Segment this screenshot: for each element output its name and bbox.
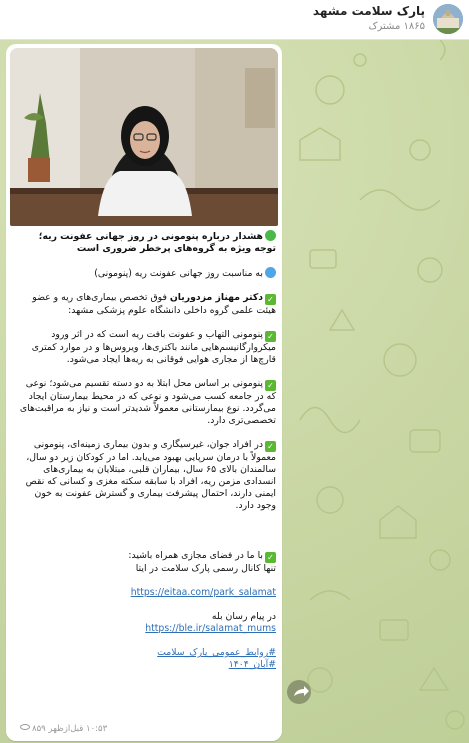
subscriber-count: ۱۸۶۵ مشترک [368, 21, 425, 32]
hashtag-aban[interactable]: #آبان_۱۴۰۴ [228, 659, 276, 670]
share-button[interactable] [287, 680, 311, 704]
post-text [14, 230, 276, 683]
eye-icon [20, 724, 30, 730]
eitaa-link-block [14, 587, 276, 599]
paragraph-risk-groups: ✓در افراد جوان، غیرسیگاری و بدون بیماری زمینه‌ای، پنومونی معمولاً با درمان سرپایی بهبود می‌یابد. اما در کودکان زیر دو سال، سالمندان بالای ۶۵ سال، بیماران قلبی، مبتلایان به بیماری‌های انسدادی مزمن ریه، افراد با سابقه سکته مغزی و کسانی که نقص ایمنی دارند، احتمال پیشرفت بیماری و گسترش عفونت به خون وجود دارد. [25, 439, 276, 511]
check-mark-icon: ✓ [265, 294, 276, 305]
view-count: ۸۵۹ [20, 724, 46, 734]
channel-avatar[interactable] [433, 4, 463, 34]
bale-link[interactable]: https://ble.ir/salamat_mums [145, 623, 276, 634]
check-mark-icon: ✓ [265, 552, 276, 563]
check-mark-icon: ✓ [265, 380, 276, 391]
avatar-image-icon [433, 4, 463, 34]
channel-title: پارک سلامت مشهد [312, 4, 425, 18]
globe-icon [265, 267, 276, 278]
occasion-line: به مناسبت روز جهانی عفونت ریه (پنومونی) [14, 267, 276, 280]
green-circle-icon [265, 230, 276, 241]
bale-section [14, 611, 276, 635]
paragraph-types: ✓پنومونی بر اساس محل ابتلا به دو دسته تقسیم می‌شود؛ نوعی که در جامعه کسب می‌شود و نوعی که در محیط بیمارستان ایجاد می‌گردد. نوع بیمارستانی معمولاً شدیدتر است و نیاز به مراقبت‌های تخصصی‌تری دارد. [19, 378, 276, 426]
message-meta [14, 724, 107, 736]
message-time: ۱۰:۵۳ قبل‌ازظهر [48, 724, 108, 734]
follow-section: ✓با ما در فضای مجازی همراه باشید: تنها کانال رسمی پارک سلامت در ایتا [14, 550, 276, 575]
doctor-intro: ✓دکتر مهناز مزدوریان فوق تخصص بیماری‌های ریه و عضو هیئت علمی گروه داخلی دانشگاه علوم پزشکی مشهد: [32, 292, 276, 316]
hashtags [14, 647, 276, 671]
bale-line: در پیام رسان بله [211, 611, 276, 622]
share-arrow-icon [287, 680, 311, 704]
check-mark-icon: ✓ [265, 331, 276, 342]
follow-channel-line: تنها کانال رسمی پارک سلامت در ایتا [135, 563, 276, 574]
eitaa-link[interactable]: https://eitaa.com/park_salamat [130, 587, 276, 598]
post-title: هشدار درباره پنومونی در روز جهانی عفونت ریه؛ توجه ویژه به گروه‌های پرخطر ضروری است [38, 231, 276, 254]
paragraph-definition: ✓پنومونی التهاب و عفونت بافت ریه است که در اثر ورود میکروارگانیسم‌هایی مانند باکتری‌ها، ویروس‌ها و در موارد کمتری قارچ‌ها از مجاری هوایی فوقانی به ریه‌ها ایجاد می‌شود. [31, 329, 276, 365]
check-mark-icon: ✓ [265, 441, 276, 452]
message-bubble[interactable] [6, 44, 282, 741]
hashtag-public-relations[interactable]: #روابط_عمومی_پارک_سلامت [157, 647, 276, 658]
channel-header[interactable] [0, 0, 469, 40]
doctor-name: دکتر مهناز مزدوریان [169, 292, 263, 303]
post-photo[interactable] [10, 48, 278, 226]
photo-image-icon [10, 48, 278, 226]
